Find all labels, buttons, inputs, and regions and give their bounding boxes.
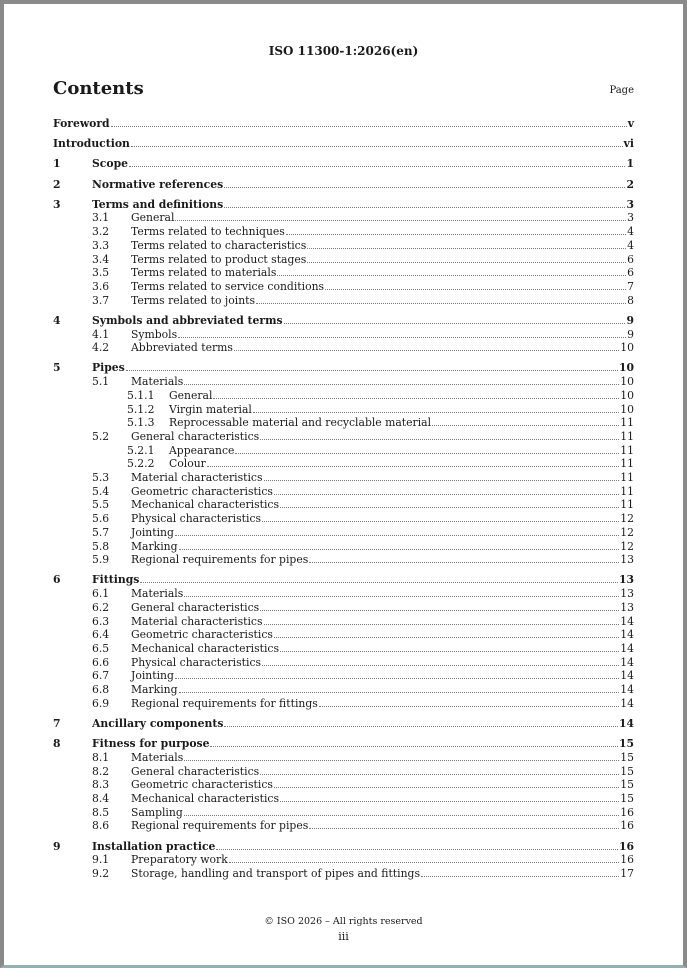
- toc-entry-title: Geometric characteristics: [131, 778, 273, 791]
- toc-entry-number: 9: [53, 840, 61, 853]
- dot-leader: [260, 430, 619, 440]
- toc-entry[interactable]: [53, 239, 634, 253]
- dot-leader: [210, 737, 617, 747]
- toc-entry-page: 9: [627, 328, 634, 341]
- toc-entry-title: Physical characteristics: [131, 656, 262, 669]
- toc-entry-title: Material characteristics: [131, 471, 263, 484]
- dot-leader: [309, 819, 619, 829]
- toc-entry-page: 14: [620, 656, 634, 669]
- dot-leader: [280, 792, 619, 802]
- toc-entry-title: Reprocessable material and recyclable material: [169, 416, 432, 429]
- toc-entry-page: 15: [620, 792, 634, 805]
- toc-entry-page: 16: [620, 806, 634, 819]
- dot-leader: [274, 778, 619, 788]
- toc-entry-page: 11: [620, 457, 634, 470]
- toc-entry-number: 7: [53, 717, 61, 730]
- toc-entry-page: 13: [620, 553, 634, 566]
- toc-entry-number: 3: [53, 198, 61, 211]
- toc-entry-page: 10: [620, 341, 634, 354]
- toc-entry-number: 9.2: [92, 867, 110, 880]
- toc-entry-page: 14: [618, 717, 634, 730]
- toc-entry-number: 5.1.3: [127, 416, 155, 429]
- toc-entry-page: 13: [618, 573, 634, 586]
- toc-entry-number: 6: [53, 573, 61, 586]
- toc-entry-page: 13: [620, 587, 634, 600]
- toc-entry[interactable]: [53, 178, 634, 192]
- toc-entry-number: 1: [53, 157, 61, 170]
- toc-entry-page: 16: [620, 853, 634, 866]
- toc-entry-page: 8: [627, 294, 634, 307]
- dot-leader: [280, 642, 619, 652]
- dot-leader: [213, 389, 619, 399]
- toc-entry-title: Symbols: [131, 328, 178, 341]
- toc-entry-page: 11: [620, 485, 634, 498]
- dot-leader: [184, 806, 619, 816]
- toc-entry-title: Geometric characteristics: [131, 628, 273, 641]
- toc-entry-page: 11: [620, 471, 634, 484]
- toc-entry[interactable]: [53, 198, 634, 212]
- toc-entry-title: Materials: [131, 751, 184, 764]
- toc-entry[interactable]: [53, 806, 634, 820]
- toc-entry-title: Mechanical characteristics: [131, 792, 280, 805]
- toc-entry-title: Installation practice: [92, 840, 216, 853]
- dot-leader: [286, 225, 626, 235]
- toc-entry[interactable]: [53, 457, 634, 471]
- toc-entry-number: 4.2: [92, 341, 110, 354]
- toc-entry-page: 2: [626, 178, 634, 191]
- toc-entry-title: General characteristics: [131, 765, 260, 778]
- dot-leader: [216, 840, 618, 850]
- toc-entry[interactable]: [53, 669, 634, 683]
- dot-leader: [235, 444, 619, 454]
- toc-entry-title: Terms related to materials: [131, 266, 277, 279]
- toc-entry-title: Regional requirements for fittings: [131, 697, 318, 710]
- toc-entry[interactable]: [53, 751, 634, 765]
- toc-entry-page: 14: [620, 615, 634, 628]
- toc-entry[interactable]: [53, 553, 634, 567]
- toc-entry-number: 6.1: [92, 587, 110, 600]
- toc-entry[interactable]: [53, 389, 634, 403]
- toc-entry-number: 3.6: [92, 280, 110, 293]
- toc-entry-number: 5.5: [92, 498, 110, 511]
- toc-entry-title: Terms related to joints: [131, 294, 256, 307]
- toc-entry-number: 3.4: [92, 253, 110, 266]
- dot-leader: [260, 765, 619, 775]
- copyright-footer: © ISO 2026 – All rights reserved: [264, 916, 423, 927]
- toc-entry-page: 11: [620, 444, 634, 457]
- toc-entry-title: Mechanical characteristics: [131, 642, 280, 655]
- toc-entry-page: 14: [620, 669, 634, 682]
- dot-leader: [307, 239, 626, 249]
- toc-entry-page: 15: [620, 751, 634, 764]
- toc-entry-page: 17: [620, 867, 634, 880]
- toc-entry-number: 3.2: [92, 225, 110, 238]
- toc-entry-number: 9.1: [92, 853, 110, 866]
- toc-entry[interactable]: [53, 416, 634, 430]
- toc-entry[interactable]: [53, 628, 634, 642]
- toc-entry-page: 10: [620, 375, 634, 388]
- toc-entry[interactable]: [53, 211, 634, 225]
- toc-entry-number: 8.4: [92, 792, 110, 805]
- toc-entry-number: 8: [53, 737, 61, 750]
- toc-entry[interactable]: [53, 444, 634, 458]
- toc-entry-number: 6.7: [92, 669, 110, 682]
- toc-entry-title: Terms related to characteristics: [131, 239, 307, 252]
- toc-entry-title: Preparatory work: [131, 853, 228, 866]
- toc-entry[interactable]: [53, 403, 634, 417]
- toc-entry-title: Ancillary components: [92, 717, 224, 730]
- toc-entry[interactable]: [53, 656, 634, 670]
- toc-entry-page: 11: [620, 416, 634, 429]
- toc-entry-page: 3: [627, 211, 634, 224]
- toc-entry-title: Materials: [131, 375, 184, 388]
- toc-entry-number: 5.8: [92, 540, 110, 553]
- toc-entry-title: Terms and definitions: [92, 198, 224, 211]
- dot-leader: [175, 211, 626, 221]
- toc-entry[interactable]: [53, 840, 634, 854]
- dot-leader: [260, 601, 619, 611]
- toc-entry-number: 6.6: [92, 656, 110, 669]
- toc-entry-page: 15: [618, 737, 634, 750]
- toc-entry[interactable]: [53, 512, 634, 526]
- toc-entry-number: 5.2.1: [127, 444, 155, 457]
- toc-entry-page: 12: [620, 540, 634, 553]
- toc-entry-page: 16: [618, 840, 634, 853]
- toc-entry-page: 13: [620, 601, 634, 614]
- toc-entry-title: Sampling: [131, 806, 183, 819]
- toc-entry-title: General characteristics: [131, 430, 260, 443]
- toc-entry-title: Fittings: [92, 573, 140, 586]
- toc-entry-title: Introduction: [53, 137, 130, 150]
- toc-entry[interactable]: [53, 792, 634, 806]
- toc-entry-page: 10: [620, 389, 634, 402]
- toc-entry-page: 4: [627, 225, 634, 238]
- dot-leader: [253, 403, 619, 413]
- toc-entry-number: 6.2: [92, 601, 110, 614]
- toc-entry[interactable]: [53, 485, 634, 499]
- toc-entry-page: 1: [626, 157, 634, 170]
- dot-leader: [262, 512, 619, 522]
- toc-entry-number: 5.2: [92, 430, 110, 443]
- toc-entry-number: 8.1: [92, 751, 110, 764]
- toc-entry-page: 15: [620, 778, 634, 791]
- toc-entry-title: Virgin material: [169, 403, 252, 416]
- toc-entry[interactable]: [53, 615, 634, 629]
- dot-leader: [224, 178, 625, 188]
- page-column-label: Page: [609, 85, 634, 96]
- dot-leader: [432, 416, 619, 426]
- dot-leader: [264, 471, 620, 481]
- toc-entry-page: vi: [623, 137, 634, 150]
- toc-entry-page: 7: [627, 280, 634, 293]
- dot-leader: [224, 198, 625, 208]
- toc-entry[interactable]: [53, 819, 634, 833]
- dot-leader: [131, 137, 623, 147]
- toc-entry-title: General: [169, 389, 213, 402]
- toc-entry-title: Appearance: [169, 444, 235, 457]
- dot-leader: [256, 294, 626, 304]
- document-id-header: ISO 11300-1:2026(en): [268, 44, 419, 58]
- dot-leader: [325, 280, 626, 290]
- toc-entry-page: 14: [620, 642, 634, 655]
- toc-entry-page: 14: [620, 628, 634, 641]
- toc-entry-title: Colour: [169, 457, 206, 470]
- toc-entry-number: 8.5: [92, 806, 110, 819]
- toc-entry-page: 14: [620, 697, 634, 710]
- toc-entry[interactable]: [53, 280, 634, 294]
- dot-leader: [264, 615, 620, 625]
- toc-entry[interactable]: [53, 375, 634, 389]
- dot-leader: [111, 117, 627, 127]
- toc-entry-number: 5.1.2: [127, 403, 155, 416]
- toc-entry-title: Physical characteristics: [131, 512, 262, 525]
- toc-entry[interactable]: [53, 498, 634, 512]
- toc-entry-number: 5.6: [92, 512, 110, 525]
- dot-leader: [319, 697, 619, 707]
- contents-title: Contents: [53, 78, 144, 99]
- toc-entry-page: 3: [626, 198, 634, 211]
- toc-entry-title: Abbreviated terms: [131, 341, 233, 354]
- toc-entry-number: 5.3: [92, 471, 110, 484]
- toc-entry-number: 5: [53, 361, 61, 374]
- toc-entry-number: 3.1: [92, 211, 110, 224]
- dot-leader: [309, 553, 619, 563]
- dot-leader: [274, 485, 619, 495]
- toc-entry[interactable]: [53, 430, 634, 444]
- toc-entry-number: 6.3: [92, 615, 110, 628]
- toc-entry[interactable]: [53, 853, 634, 867]
- toc-entry-number: 6.5: [92, 642, 110, 655]
- toc-entry[interactable]: [53, 601, 634, 615]
- toc-entry-title: Jointing: [131, 669, 174, 682]
- toc-entry-title: Terms related to techniques: [131, 225, 285, 238]
- toc-entry-page: 9: [626, 314, 634, 327]
- toc-entry[interactable]: [53, 765, 634, 779]
- toc-entry-title: Terms related to product stages: [131, 253, 307, 266]
- toc-entry-number: 6.4: [92, 628, 110, 641]
- toc-entry-page: 16: [620, 819, 634, 832]
- toc-entry-title: Terms related to service conditions: [131, 280, 325, 293]
- toc-entry-page: 11: [620, 498, 634, 511]
- toc-entry-title: Marking: [131, 540, 178, 553]
- toc-entry-title: Material characteristics: [131, 615, 263, 628]
- dot-leader: [126, 361, 618, 371]
- toc-entry[interactable]: [53, 697, 634, 711]
- page-number: iii: [338, 930, 349, 943]
- toc-entry-page: 12: [620, 512, 634, 525]
- toc-entry-title: Scope: [92, 157, 128, 170]
- toc-entry[interactable]: [53, 526, 634, 540]
- dot-leader: [421, 867, 619, 877]
- toc-entry-number: 5.1.1: [127, 389, 155, 402]
- toc-entry-title: Regional requirements for pipes: [131, 819, 309, 832]
- toc-entry[interactable]: [53, 642, 634, 656]
- toc-entry-page: 14: [620, 683, 634, 696]
- toc-entry-number: 5.7: [92, 526, 110, 539]
- toc-entry[interactable]: [53, 737, 634, 751]
- toc-entry-number: 3.3: [92, 239, 110, 252]
- toc-entry-page: 15: [620, 765, 634, 778]
- dot-leader: [140, 573, 618, 583]
- toc-entry-title: Pipes: [92, 361, 125, 374]
- toc-entry-title: Marking: [131, 683, 178, 696]
- dot-leader: [178, 328, 626, 338]
- dot-leader: [274, 628, 619, 638]
- toc-entry-title: General characteristics: [131, 601, 260, 614]
- toc-entry[interactable]: [53, 253, 634, 267]
- dot-leader: [284, 314, 626, 324]
- toc-entry-number: 2: [53, 178, 61, 191]
- toc-entry[interactable]: [53, 471, 634, 485]
- dot-leader: [184, 751, 619, 761]
- toc-entry-title: General: [131, 211, 175, 224]
- toc-entry-number: 5.2.2: [127, 457, 155, 470]
- toc-entry-number: 5.9: [92, 553, 110, 566]
- toc-entry-title: Foreword: [53, 117, 110, 130]
- toc-entry-page: 6: [627, 253, 634, 266]
- toc-entry-page: v: [627, 117, 634, 130]
- toc-entry-title: Fitness for purpose: [92, 737, 210, 750]
- dot-leader: [175, 669, 619, 679]
- toc-entry[interactable]: [53, 225, 634, 239]
- toc-entry[interactable]: [53, 341, 634, 355]
- toc-entry-title: Mechanical characteristics: [131, 498, 280, 511]
- dot-leader: [262, 656, 619, 666]
- toc-entry-title: Jointing: [131, 526, 174, 539]
- toc-entry-page: 12: [620, 526, 634, 539]
- toc-entry-title: Regional requirements for pipes: [131, 553, 309, 566]
- toc-entry-number: 6.9: [92, 697, 110, 710]
- toc-entry-number: 5.1: [92, 375, 110, 388]
- toc-entry-page: 4: [627, 239, 634, 252]
- dot-leader: [280, 498, 619, 508]
- toc-entry-title: Storage, handling and transport of pipes and fittings: [131, 867, 421, 880]
- dot-leader: [207, 457, 619, 467]
- dot-leader: [234, 341, 619, 351]
- toc-entry[interactable]: [53, 867, 634, 881]
- toc-entry[interactable]: [53, 683, 634, 697]
- toc-entry[interactable]: [53, 540, 634, 554]
- toc-entry-number: 4: [53, 314, 61, 327]
- toc-entry[interactable]: [53, 137, 634, 151]
- dot-leader: [179, 683, 620, 693]
- dot-leader: [229, 853, 620, 863]
- toc-entry-number: 3.5: [92, 266, 110, 279]
- toc-entry-title: Normative references: [92, 178, 224, 191]
- toc-entry[interactable]: [53, 266, 634, 280]
- toc-entry-number: 8.2: [92, 765, 110, 778]
- toc-entry-title: Symbols and abbreviated terms: [92, 314, 283, 327]
- toc-entry[interactable]: [53, 361, 634, 375]
- toc-entry-page: 11: [620, 430, 634, 443]
- dot-leader: [277, 266, 626, 276]
- dot-leader: [175, 526, 619, 536]
- dot-leader: [184, 375, 619, 385]
- toc-entry[interactable]: [53, 328, 634, 342]
- toc-entry-page: 6: [627, 266, 634, 279]
- toc-entry-number: 8.3: [92, 778, 110, 791]
- dot-leader: [184, 587, 619, 597]
- dot-leader: [129, 157, 625, 167]
- toc-entry[interactable]: [53, 117, 634, 131]
- toc-entry-title: Geometric characteristics: [131, 485, 273, 498]
- dot-leader: [224, 717, 618, 727]
- toc-entry-page: 10: [618, 361, 634, 374]
- toc-entry[interactable]: [53, 717, 634, 731]
- toc-entry[interactable]: [53, 314, 634, 328]
- dot-leader: [307, 253, 626, 263]
- toc-entry-number: 3.7: [92, 294, 110, 307]
- toc-entry-number: 5.4: [92, 485, 110, 498]
- dot-leader: [179, 540, 620, 550]
- toc-entry[interactable]: [53, 778, 634, 792]
- toc-entry[interactable]: [53, 587, 634, 601]
- toc-entry-number: 8.6: [92, 819, 110, 832]
- toc-entry[interactable]: [53, 573, 634, 587]
- toc-entry-title: Materials: [131, 587, 184, 600]
- toc-entry-number: 6.8: [92, 683, 110, 696]
- toc-entry[interactable]: [53, 294, 634, 308]
- toc-entry-number: 4.1: [92, 328, 110, 341]
- toc-entry-page: 10: [620, 403, 634, 416]
- toc-entry[interactable]: [53, 157, 634, 171]
